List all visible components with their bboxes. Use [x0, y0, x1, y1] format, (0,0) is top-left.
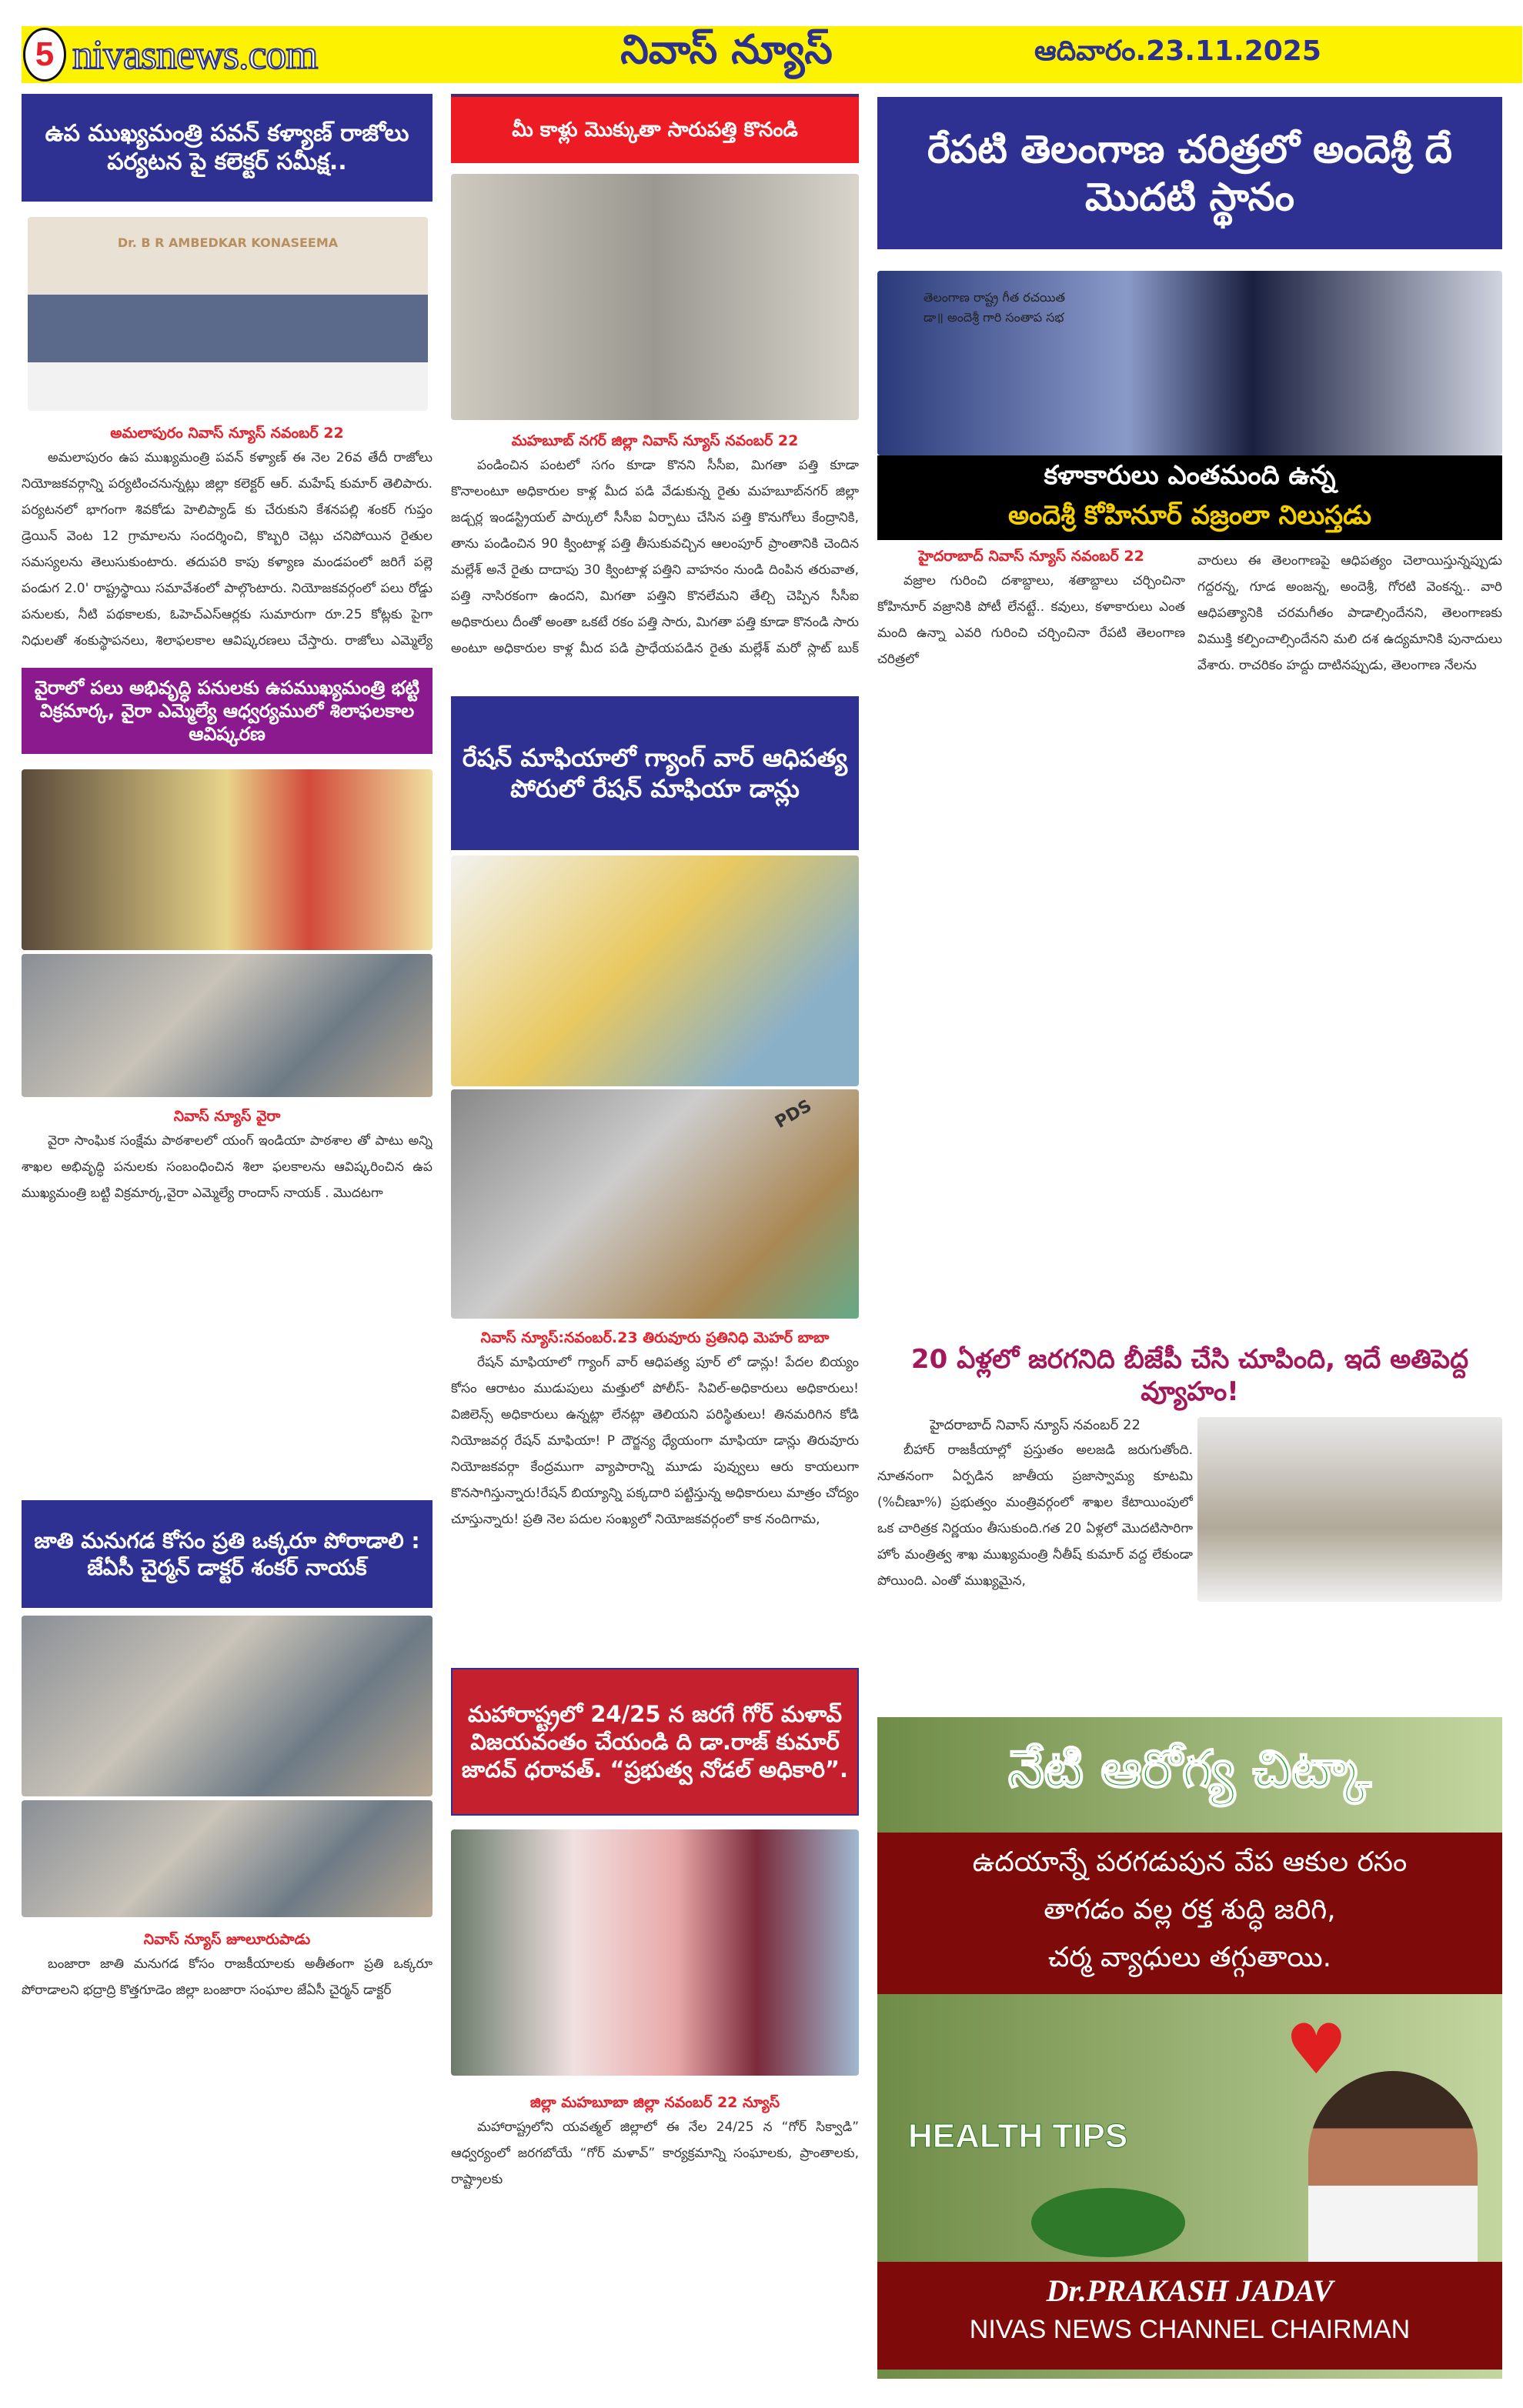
- dateline: అమలాపురం నివాస్ న్యూస్ నవంబర్ 22: [110, 425, 344, 442]
- article-body: రేషన్ మాఫియాలో గ్యాంగ్ వార్ ఆధిపత్య పూర్ లో డాన్లు! పేదల బియ్యం కోసం ఆరాటం ముడుపులు మత్తులో పోలీస్- సివిల్-అధికారులు అధికారులు! విజిలెన్స్ అధికారులు ఉన్నట్లా లేనట్లా తెలియని పరిస్థితులు! తినమరిగిన కోడి నియోజవర్గ రేషన్ మాఫియా! P దౌర్జన్య ధ్యేయంగా మాఫియా డాన్లు తిరువూరు నియోజకవర్గా కేంద్రముగా వ్యాపారాన్ని మూడు పువ్వులు ఆరు కాయలుగా కొనసాగిస్తున్నారు!రేషన్ బియ్యాన్ని పక్కదారి పట్టిస్తున్న అధికారులు మాత్రం చోద్యం చూస్తున్నారు! ప్రతి నెల పదుల సంఖ్యలో నియోజకవర్గంలో కాక నందిగామ,: [451, 1355, 859, 1527]
- headline-ration-mafia: రేషన్ మాఫియాలో గ్యాంగ్ వార్ ఆధిపత్య పోరులో రేషన్ మాఫియా డాన్లు: [451, 696, 859, 850]
- health-tip-banner: [877, 1717, 1502, 2379]
- caption-line: అందెశ్రీ కోహినూర్ వజ్రంలా నిలుస్తడు: [1007, 500, 1372, 531]
- article-body: అమలాపురం ఉప ముఖ్యమంత్రి పవన్ కళ్యాణ్ ఈ నెల 26వ తేదీ రాజోలు నియోజకవర్గాన్ని పర్యటించనున్నట్లు జిల్లా కలెక్టర్ ఆర్. మహేష్ కుమార్ తెలిపారు. పర్యటనలో భాగంగా శివకోడు హెలిప్యాడ్ కు చేరుకుని కేశనపల్లి శంకర్ గుప్తం డ్రెయిన్ వెంట 12 గ్రామాలను సందర్శించి, కొబ్బరి చెట్లు చనిపోయిన రైతుల సమస్యలను తెలుసుకుంటారు. తదుపరి కాపు కళ్యాణ మండపంలో జరిగే పల్లె పండుగ 2.0' రాష్ట్రస్థాయి సమావేశంలో పాల్గొంటారు. నియోజకవర్గంలో పలు రోడ్డు పనులకు, నీటి పథకాలకు, ఓహెచ్ఎస్ఆర్లకు సుమారుగా రూ.25 కోట్లకు పైగా నిధులతో శంకుస్థాపనలు, శిలాఫలకాల ఆవిష్కరణలు చేస్తారు. రాజోలు ఎమ్మెల్యే: [22, 450, 433, 649]
- photo-banjara-group: [22, 1616, 433, 1796]
- article-body: పండించిన పంటలో సగం కూడా కొనని సీసీఐ, మిగతా పత్తి కూడా కొనాలంటూ అధికారుల కాళ్ల మీద పడి వేడుకున్న రైతు మహబూబ్‌నగర్ జిల్లా జడ్చర్ల ఇండస్ట్రియల్ పార్కులో సీసీఐ ఏర్పాటు చేసిన పత్తి కొనుగోలు కేంద్రానికి, తాను పండించిన 90 క్వింటాళ్ల పత్తి తీసుకువచ్చిన ఆలంపూర్ ప్రాంతానికి చెందిన మల్లేశ్ అనే రైతు దాదాపు 30 క్వింటాళ్ల పత్తిని వాహనం నుండి దింపిన తరువాత, పత్తి నాసిరకంగా ఉందని, మిగతా పత్తిని కొనలేమని తేల్చి చెప్పిన సీసీఐ అధికారులు దీంతో అంతా ఒకటే రకం పత్తి సారు, మిగతా పత్తి కూడా కొనండి సారు అంటూ అధికారుల కాళ్ల మీద పడి ప్రాధేయపడిన రైతు మల్లేశ్ మరో స్లాట్ బుక్: [451, 458, 859, 656]
- dateline: హైదరాబాద్ నివాస్ న్యూస్ నవంబర్ 22: [930, 1417, 1141, 1433]
- photo-collector-meeting: [28, 217, 428, 411]
- photo-caption: [877, 455, 1502, 540]
- photo-meeting-hall: [22, 1800, 433, 1917]
- article-body: వైరా సాంఘిక సంక్షేమ పాఠశాలలో యంగ్ ఇండియా పాఠశాల తో పాటు అన్ని శాఖల అభివృద్ధి పనులకు సంబంధించిన శిలా ఫలకాలను ఆవిష్కరించిన ఉప ముఖ్యమంత్రి బట్టి విక్రమార్క,వైరా ఎమ్మెల్యే రాందాస్ నాయక్ . మొదటగా: [22, 1133, 433, 1201]
- paper-name: నివాస్ న్యూస్: [620, 26, 833, 73]
- health-tip-title: నేటి ఆరోగ్య చిట్కా: [1008, 1739, 1371, 1799]
- headline-gor-malav: మహారాష్ట్రలో 24/25 న జరగే గోర్ మళావ్ విజయవంతం చేయండి ది డా.రాజ్ కుమార్ జాదవ్ ధరావత్. “ప్రభుత్వ నోడల్ అధికారి”.: [451, 1668, 859, 1816]
- health-tips-badge: HEALTH TIPS: [908, 2117, 1128, 2155]
- page-number: 5: [23, 28, 66, 82]
- photo-poster-release: [451, 1829, 859, 2076]
- article-body: బంజారా జాతి మనుగడ కోసం రాజకీయాలకు అతీతంగా ప్రతి ఒక్కరూ పోరాడాలని భద్రాద్రి కొత్తగూడెం జిల్లా బంజారా సంఘాల జేఏసీ చైర్మన్ డాక్టర్: [22, 1956, 433, 1998]
- photo-wall-text: Dr. B R AMBEDKAR KONASEEMA: [117, 235, 339, 250]
- tip-line: తాగడం వల్ల రక్త శుద్ధి జరిగి,: [1044, 1894, 1336, 1926]
- dateline: జిల్లా మహబూబా జిల్లా నవంబర్ 22 న్యూస్: [529, 2094, 780, 2111]
- health-tip-text: [877, 1833, 1502, 1994]
- stage-banner: [923, 288, 1065, 328]
- heart-icon: ♥: [1285, 2009, 1348, 2090]
- article-body: బీహార్ రాజకీయాల్లో ప్రస్తుతం అలజడి జరుగుతోంది. నూతనంగా ఏర్పడిన జాతీయ ప్రజాస్వామ్య కూటమి (%చీణూ%) ప్రభుత్వం మంత్రివర్గంలో శాఖల కేటాయింపులో ఒక చారిత్రక నిర్ణయం తీసుకుంది.గత 20 ఏళ్లలో మొదటిసారిగా హోం మంత్రిత్వ శాఖ ముఖ్యమంత్రి నీతీష్ కుమార్ వద్ద లేకుండా పోయింది. ఎంతో ముఖ్యమైన,: [877, 1442, 1193, 1589]
- dateline: మహబూబ్ నగర్ జిల్లా నివాస్ న్యూస్ నవంబర్ 22: [511, 432, 799, 449]
- pds-label: PDS: [771, 1096, 815, 1132]
- headline-jac-chairman: జాతి మనుగడ కోసం ప్రతి ఒక్కరూ పోరాడాలి : జేఏసీ చైర్మన్ డాక్టర్ శంకర్ నాయక్: [22, 1500, 433, 1608]
- chairman-role: NIVAS NEWS CHANNEL CHAIRMAN: [969, 2315, 1411, 2344]
- masthead: [22, 26, 1522, 83]
- photo-condolence-meeting: [877, 271, 1502, 455]
- dateline: నివాస్ న్యూస్ వైరా: [173, 1108, 281, 1125]
- dateline: హైదరాబాద్ నివాస్ న్యూస్ నవంబర్ 22: [918, 548, 1144, 565]
- banner-line: డా॥ అందెశ్రీ గారి సంతాప సభ: [923, 310, 1064, 325]
- issue-date: ఆదివారం.23.11.2025: [1034, 35, 1321, 67]
- dateline: నివాస్ న్యూస్ జూలూరుపాడు: [143, 1931, 311, 1948]
- photo-nitish-kumar: [1197, 1417, 1502, 1602]
- tip-line: చర్మ వ్యాధులు తగ్గుతాయి.: [1047, 1942, 1332, 1973]
- dateline: నివాస్ న్యూస్:నవంబర్.23 తిరువూరు ప్రతినిధి మెహర్ బాబా: [480, 1329, 830, 1346]
- chairman-name: Dr.PRAKASH JADAV: [1046, 2273, 1334, 2308]
- headline-cotton-farmer: మీ కాళ్లు మొక్కుతా సారుపత్తి కొనండి: [451, 94, 859, 163]
- headline-vaira-works: వైరాలో పలు అభివృద్ధి పనులకు ఉపముఖ్యమంత్రి భట్టి విక్రమార్క, వైరా ఎమ్మెల్యే ఆధ్వర్యములో శిలాఫలకాల ఆవిష్కరణ: [22, 668, 433, 754]
- site-url[interactable]: nivasnews.com: [72, 32, 318, 78]
- headline-pawan-review: ఉప ముఖ్యమంత్రి పవన్ కళ్యాణ్ రాజోలు పర్యటన పై కలెక్టర్ సమీక్ష..: [22, 94, 433, 202]
- banner-line: తెలంగాణ రాష్ట్ర గీత రచయిత: [923, 290, 1065, 305]
- photo-plaque: [22, 954, 433, 1097]
- headline-bjp-strategy: 20 ఏళ్లలో జరగనిది బీజేపీ చేసి చూపింది, ఇదే అతిపెద్ద వ్యూహం!: [910, 1344, 1469, 1407]
- cartoon-pds-sacks: [451, 1089, 859, 1319]
- photo-farmer-pleading: [451, 174, 859, 420]
- photo-inauguration: [22, 769, 433, 950]
- headline-andesri: రేపటి తెలంగాణ చరిత్రలో అందెశ్రీ దే మొదటి స్థానం: [877, 97, 1502, 249]
- photo-chairman: [1308, 2071, 1478, 2262]
- tip-line: ఉదయాన్నే పరగడుపున వేప ఆకుల రసం: [972, 1846, 1408, 1878]
- cartoon-ration-mafia: [451, 855, 859, 1086]
- neem-juice-bowl: [1031, 2188, 1185, 2257]
- chairman-credit: [877, 2262, 1502, 2370]
- caption-line: కళాకారులు ఎంతమంది ఉన్న: [1044, 460, 1336, 491]
- article-body: మహారాష్ట్రలోని యవత్మల్ జిల్లాలో ఈ నేల 24/25 న “గోర్ సిక్వాడి” ఆధ్వర్యంలో జరగబోయే “గోర్ మళావ్” కార్యక్రమాన్ని సంఘాలకు, ప్రాంతాలకు, రాష్ట్రాలకు: [451, 2120, 859, 2187]
- article-body: వారులు ఈ తెలంగాణపై ఆధిపత్యం చెలాయిస్తున్నప్పుడు గద్దరన్న, గూడ అంజన్న, అందెశ్రీ, గోరటి వెంకన్న.. వారి ఆధిపత్యానికి చరమగీతం పాడాల్సిందేనని, తెలంగాణకు విముక్తి కల్పించాల్సిందేనని మలి దశ ఉద్యమానికి పునాదులు వేశారు. రాచరికం హద్దు దాటినప్పుడు, తెలంగాణ నేలను: [1197, 553, 1502, 673]
- article-body: వజ్రాల గురించి దశాబ్దాలు, శతాబ్దాలు చర్చించినా కోహినూర్ వజ్రానికి పోటీ లేనట్టే.. కవులు, కళాకారులు ఎంత మంది ఉన్నా ఎవరి గురించి చర్చించినా రేపటి తెలంగాణ చరిత్రలో: [877, 573, 1185, 667]
